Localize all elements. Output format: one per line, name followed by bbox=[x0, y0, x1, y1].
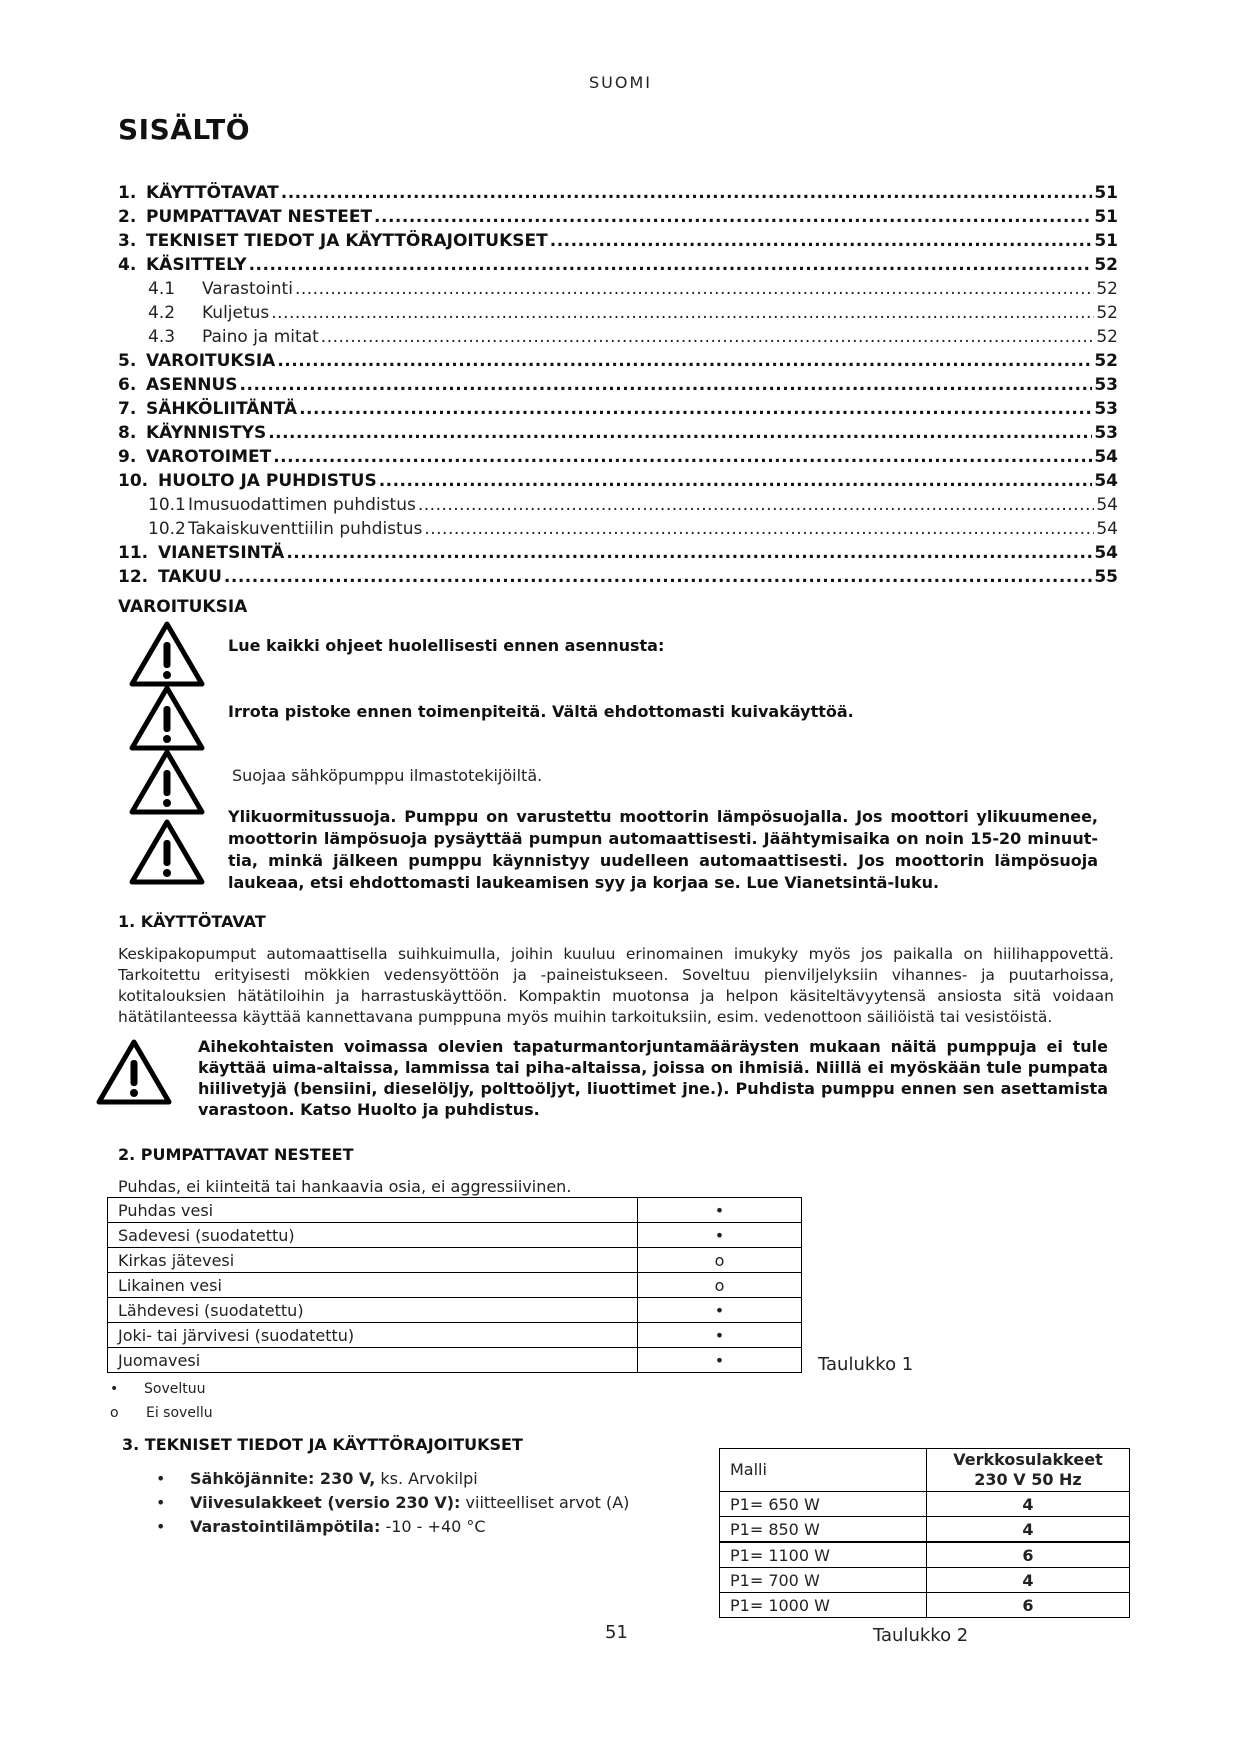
fuse-cell: 6 bbox=[927, 1542, 1130, 1568]
table-caption: Taulukko 1 bbox=[818, 1354, 914, 1375]
warning-text: Suojaa sähköpumppu ilmastotekijöiltä. bbox=[232, 766, 543, 785]
fuse-cell: 4 bbox=[927, 1492, 1130, 1517]
legend-symbol: • bbox=[110, 1381, 119, 1397]
legend-symbol: o bbox=[110, 1405, 119, 1421]
toc-page: 54 bbox=[1094, 447, 1118, 467]
toc-entry[interactable] bbox=[118, 493, 1118, 517]
toc-leader bbox=[240, 373, 1093, 397]
toc-label: ASENNUS bbox=[146, 375, 238, 395]
toc-label: Takaiskuventtiilin puhdistus bbox=[188, 519, 423, 539]
spec-list bbox=[156, 1467, 630, 1539]
toc-label: KÄYTTÖTAVAT bbox=[146, 183, 279, 203]
spec-value: viitteelliset arvot (A) bbox=[460, 1493, 630, 1512]
toc-page: 52 bbox=[1096, 327, 1118, 347]
toc-number: 1. bbox=[118, 183, 137, 203]
toc-leader bbox=[321, 325, 1094, 349]
toc-leader bbox=[271, 301, 1094, 325]
legend-text: Soveltuu bbox=[144, 1381, 206, 1397]
toc-label: VAROITUKSIA bbox=[146, 351, 276, 371]
toc-page: 53 bbox=[1094, 423, 1118, 443]
warning-text: Ylikuormitussuoja. Pumppu on varustettu moottorin lämpösuojalla. Jos moottori ylikuumenee, moottorin lämpösuoja pysäyttää pumpun automaattisesti. Jäähtymisaika on noin 15-20 minuut-tia, minkä jälkeen pumppu käynnistyy uudelleen automaattisesti. Jos moottorin lämpösuoja laukeaa, etsi ehdottomasti laukeamisen syy ja korjaa se. Lue Vianetsintä-luku. bbox=[228, 807, 1098, 892]
page-title: SISÄLTÖ bbox=[118, 113, 251, 146]
table-row bbox=[720, 1492, 1130, 1517]
toc-label: HUOLTO JA PUHDISTUS bbox=[158, 471, 377, 491]
toc-number: 12. bbox=[118, 567, 149, 587]
toc-number: 4.1 bbox=[148, 279, 176, 299]
table-row bbox=[108, 1248, 802, 1273]
toc-label: TEKNISET TIEDOT JA KÄYTTÖRAJOITUKSET bbox=[146, 231, 548, 251]
toc-label: VAROTOIMET bbox=[146, 447, 272, 467]
spec-label: Viivesulakkeet (versio 230 V): bbox=[190, 1493, 461, 1512]
toc-leader bbox=[424, 517, 1094, 541]
toc-label: KÄSITTELY bbox=[146, 255, 247, 275]
toc-page: 54 bbox=[1094, 543, 1118, 563]
language-header: SUOMI bbox=[589, 73, 652, 92]
toc-leader bbox=[224, 565, 1092, 589]
suitability-mark: o bbox=[638, 1248, 802, 1273]
model-cell: P1= 1100 W bbox=[720, 1542, 927, 1568]
toc-label: Varastointi bbox=[202, 279, 293, 299]
table-of-contents bbox=[118, 181, 1118, 589]
liquids-table bbox=[107, 1197, 802, 1373]
liquid-name: Likainen vesi bbox=[108, 1273, 638, 1298]
toc-entry[interactable] bbox=[118, 445, 1118, 469]
bullet-icon: • bbox=[156, 1469, 166, 1488]
toc-entry[interactable] bbox=[118, 565, 1118, 589]
liquid-name: Kirkas jätevesi bbox=[108, 1248, 638, 1273]
toc-number: 10.1 bbox=[148, 495, 186, 515]
table-row bbox=[720, 1517, 1130, 1543]
legend-item bbox=[110, 1405, 213, 1421]
toc-number: 9. bbox=[118, 447, 137, 467]
toc-number: 6. bbox=[118, 375, 137, 395]
suitability-mark: • bbox=[638, 1223, 802, 1248]
spec-value: -10 - +40 °C bbox=[380, 1517, 486, 1536]
toc-entry[interactable] bbox=[118, 469, 1118, 493]
toc-leader bbox=[268, 421, 1092, 445]
table-row bbox=[720, 1568, 1130, 1593]
toc-entry[interactable] bbox=[118, 277, 1118, 301]
toc-leader bbox=[273, 445, 1092, 469]
column-header-model: Malli bbox=[720, 1449, 927, 1492]
table-row bbox=[108, 1323, 802, 1348]
model-cell: P1= 650 W bbox=[720, 1492, 927, 1517]
warning-triangle-icon bbox=[95, 1038, 173, 1106]
toc-entry[interactable] bbox=[118, 397, 1118, 421]
toc-label: Imusuodattimen puhdistus bbox=[188, 495, 416, 515]
liquid-name: Juomavesi bbox=[108, 1348, 638, 1373]
toc-number: 7. bbox=[118, 399, 137, 419]
spec-value: ks. Arvokilpi bbox=[375, 1469, 478, 1488]
toc-page: 51 bbox=[1094, 231, 1118, 251]
fuse-cell: 4 bbox=[927, 1568, 1130, 1593]
section-intro: Puhdas, ei kiinteitä tai hankaavia osia, ei aggressiivinen. bbox=[118, 1177, 572, 1196]
model-cell: P1= 1000 W bbox=[720, 1593, 927, 1618]
toc-leader bbox=[281, 181, 1093, 205]
toc-number: 10. bbox=[118, 471, 149, 491]
fuse-cell: 4 bbox=[927, 1517, 1130, 1543]
toc-page: 54 bbox=[1094, 471, 1118, 491]
warning-text: Irrota pistoke ennen toimenpiteitä. Vältä ehdottomasti kuivakäyttöä. bbox=[228, 702, 854, 721]
toc-entry[interactable] bbox=[118, 205, 1118, 229]
section-heading: 3. TEKNISET TIEDOT JA KÄYTTÖRAJOITUKSET bbox=[122, 1435, 523, 1454]
toc-leader bbox=[418, 493, 1094, 517]
toc-number: 5. bbox=[118, 351, 137, 371]
toc-entry[interactable] bbox=[118, 421, 1118, 445]
toc-entry[interactable] bbox=[118, 517, 1118, 541]
toc-leader bbox=[299, 397, 1092, 421]
toc-label: KÄYNNISTYS bbox=[146, 423, 267, 443]
liquid-name: Sadevesi (suodatettu) bbox=[108, 1223, 638, 1248]
toc-number: 10.2 bbox=[148, 519, 186, 539]
table-row bbox=[108, 1348, 802, 1373]
spec-item bbox=[156, 1491, 630, 1515]
suitability-mark: o bbox=[638, 1273, 802, 1298]
model-cell: P1= 850 W bbox=[720, 1517, 927, 1543]
fuse-cell: 6 bbox=[927, 1593, 1130, 1618]
toc-leader bbox=[277, 349, 1092, 373]
spec-label: Varastointilämpötila: bbox=[190, 1517, 381, 1536]
table-row bbox=[108, 1223, 802, 1248]
toc-label: SÄHKÖLIITÄNTÄ bbox=[146, 399, 298, 419]
spec-item bbox=[156, 1467, 629, 1491]
section-heading: 1. KÄYTTÖTAVAT bbox=[118, 912, 266, 931]
toc-entry[interactable] bbox=[118, 349, 1118, 373]
section-paragraph: Keskipakopumput automaattisella suihkuimulla, joihin kuuluu erinomainen imukyky myös jos paikalla on hiilihappovettä. Tarkoitettu erityisesti mökkien vedensyöttöön ja -paineistukseen. Soveltuu pienviljelyksiin vihannes- ja puutarhoissa, kotitalouksien hätätiloihin ja harrastuskäyttöön. Kompaktin muotonsa ja helpon käsiteltävyytensä ansiosta sitä voidaan hätätilanteessa käyttää kannettavana pumppuna myös muihin tarkoituksiin, esim. vedenottoon säiliöistä tai vesistöistä. bbox=[118, 945, 1114, 1026]
toc-label: Kuljetus bbox=[202, 303, 270, 323]
table-row bbox=[108, 1273, 802, 1298]
warning-triangle-icon bbox=[128, 748, 206, 816]
page-number: 51 bbox=[605, 1622, 628, 1643]
toc-page: 51 bbox=[1094, 207, 1118, 227]
toc-page: 55 bbox=[1094, 567, 1118, 587]
warning-triangle-icon bbox=[128, 620, 206, 688]
toc-label: Paino ja mitat bbox=[202, 327, 319, 347]
header-line: 230 V 50 Hz bbox=[974, 1470, 1082, 1489]
bullet-icon: • bbox=[156, 1517, 166, 1536]
toc-entry[interactable] bbox=[118, 253, 1118, 277]
warning-triangle-icon bbox=[128, 818, 206, 886]
toc-page: 54 bbox=[1096, 519, 1118, 539]
toc-number: 4.3 bbox=[148, 327, 176, 347]
toc-leader bbox=[374, 205, 1092, 229]
bullet-icon: • bbox=[156, 1493, 166, 1512]
table-row bbox=[720, 1542, 1130, 1568]
toc-label: VIANETSINTÄ bbox=[158, 543, 285, 563]
toc-number: 4.2 bbox=[148, 303, 176, 323]
legend-item bbox=[110, 1381, 205, 1397]
table-row bbox=[108, 1198, 802, 1223]
toc-entry[interactable] bbox=[118, 325, 1118, 349]
toc-label: TAKUU bbox=[158, 567, 222, 587]
toc-page: 52 bbox=[1096, 303, 1118, 323]
toc-label: PUMPATTAVAT NESTEET bbox=[146, 207, 373, 227]
fuse-table bbox=[719, 1448, 1130, 1618]
spec-label: Sähköjännite: 230 V, bbox=[190, 1469, 376, 1488]
toc-entry[interactable] bbox=[118, 541, 1118, 565]
warning-text: Aihekohtaisten voimassa olevien tapaturmantorjuntamääräysten mukaan näitä pumppuja ei tule käyttää uima-altaissa, lammissa tai piha-altaissa, joissa on ihmisiä. Niillä ei myöskään tule pumpata hiilivetyjä (bensiini, dieselöljy, polttoöljyt, liuottimet jne.). Puhdista pumppu ennen sen asettamista varastoon. Katso Huolto ja puhdistus. bbox=[198, 1037, 1108, 1119]
table-caption: Taulukko 2 bbox=[873, 1625, 969, 1646]
toc-number: 2. bbox=[118, 207, 137, 227]
toc-page: 51 bbox=[1094, 183, 1118, 203]
toc-leader bbox=[286, 541, 1092, 565]
suitability-mark: • bbox=[638, 1323, 802, 1348]
warnings-heading: VAROITUKSIA bbox=[118, 597, 248, 617]
toc-entry[interactable] bbox=[118, 373, 1118, 397]
column-header-fuse bbox=[927, 1449, 1130, 1492]
liquid-name: Lähdevesi (suodatettu) bbox=[108, 1298, 638, 1323]
toc-number: 11. bbox=[118, 543, 149, 563]
toc-page: 52 bbox=[1094, 351, 1118, 371]
spec-item bbox=[156, 1515, 629, 1539]
table-row bbox=[108, 1298, 802, 1323]
toc-entry[interactable] bbox=[118, 229, 1118, 253]
warning-triangle-icon bbox=[128, 684, 206, 752]
liquid-name: Joki- tai järvivesi (suodatettu) bbox=[108, 1323, 638, 1348]
toc-page: 54 bbox=[1096, 495, 1118, 515]
toc-leader bbox=[295, 277, 1094, 301]
warning-text: Lue kaikki ohjeet huolellisesti ennen asennusta: bbox=[228, 636, 665, 655]
toc-page: 52 bbox=[1094, 255, 1118, 275]
toc-number: 8. bbox=[118, 423, 137, 443]
section-heading: 2. PUMPATTAVAT NESTEET bbox=[118, 1145, 354, 1164]
table-header-row bbox=[720, 1449, 1130, 1492]
toc-number: 3. bbox=[118, 231, 137, 251]
toc-entry[interactable] bbox=[118, 181, 1118, 205]
toc-page: 53 bbox=[1094, 375, 1118, 395]
suitability-mark: • bbox=[638, 1348, 802, 1373]
toc-number: 4. bbox=[118, 255, 137, 275]
liquid-name: Puhdas vesi bbox=[108, 1198, 638, 1223]
toc-page: 52 bbox=[1096, 279, 1118, 299]
toc-entry[interactable] bbox=[118, 301, 1118, 325]
toc-page: 53 bbox=[1094, 399, 1118, 419]
toc-leader bbox=[550, 229, 1093, 253]
legend-text: Ei sovellu bbox=[146, 1405, 213, 1421]
toc-leader bbox=[249, 253, 1093, 277]
model-cell: P1= 700 W bbox=[720, 1568, 927, 1593]
header-line: Verkkosulakkeet bbox=[953, 1450, 1103, 1469]
toc-leader bbox=[379, 469, 1093, 493]
table-row bbox=[720, 1593, 1130, 1618]
suitability-mark: • bbox=[638, 1198, 802, 1223]
suitability-mark: • bbox=[638, 1298, 802, 1323]
